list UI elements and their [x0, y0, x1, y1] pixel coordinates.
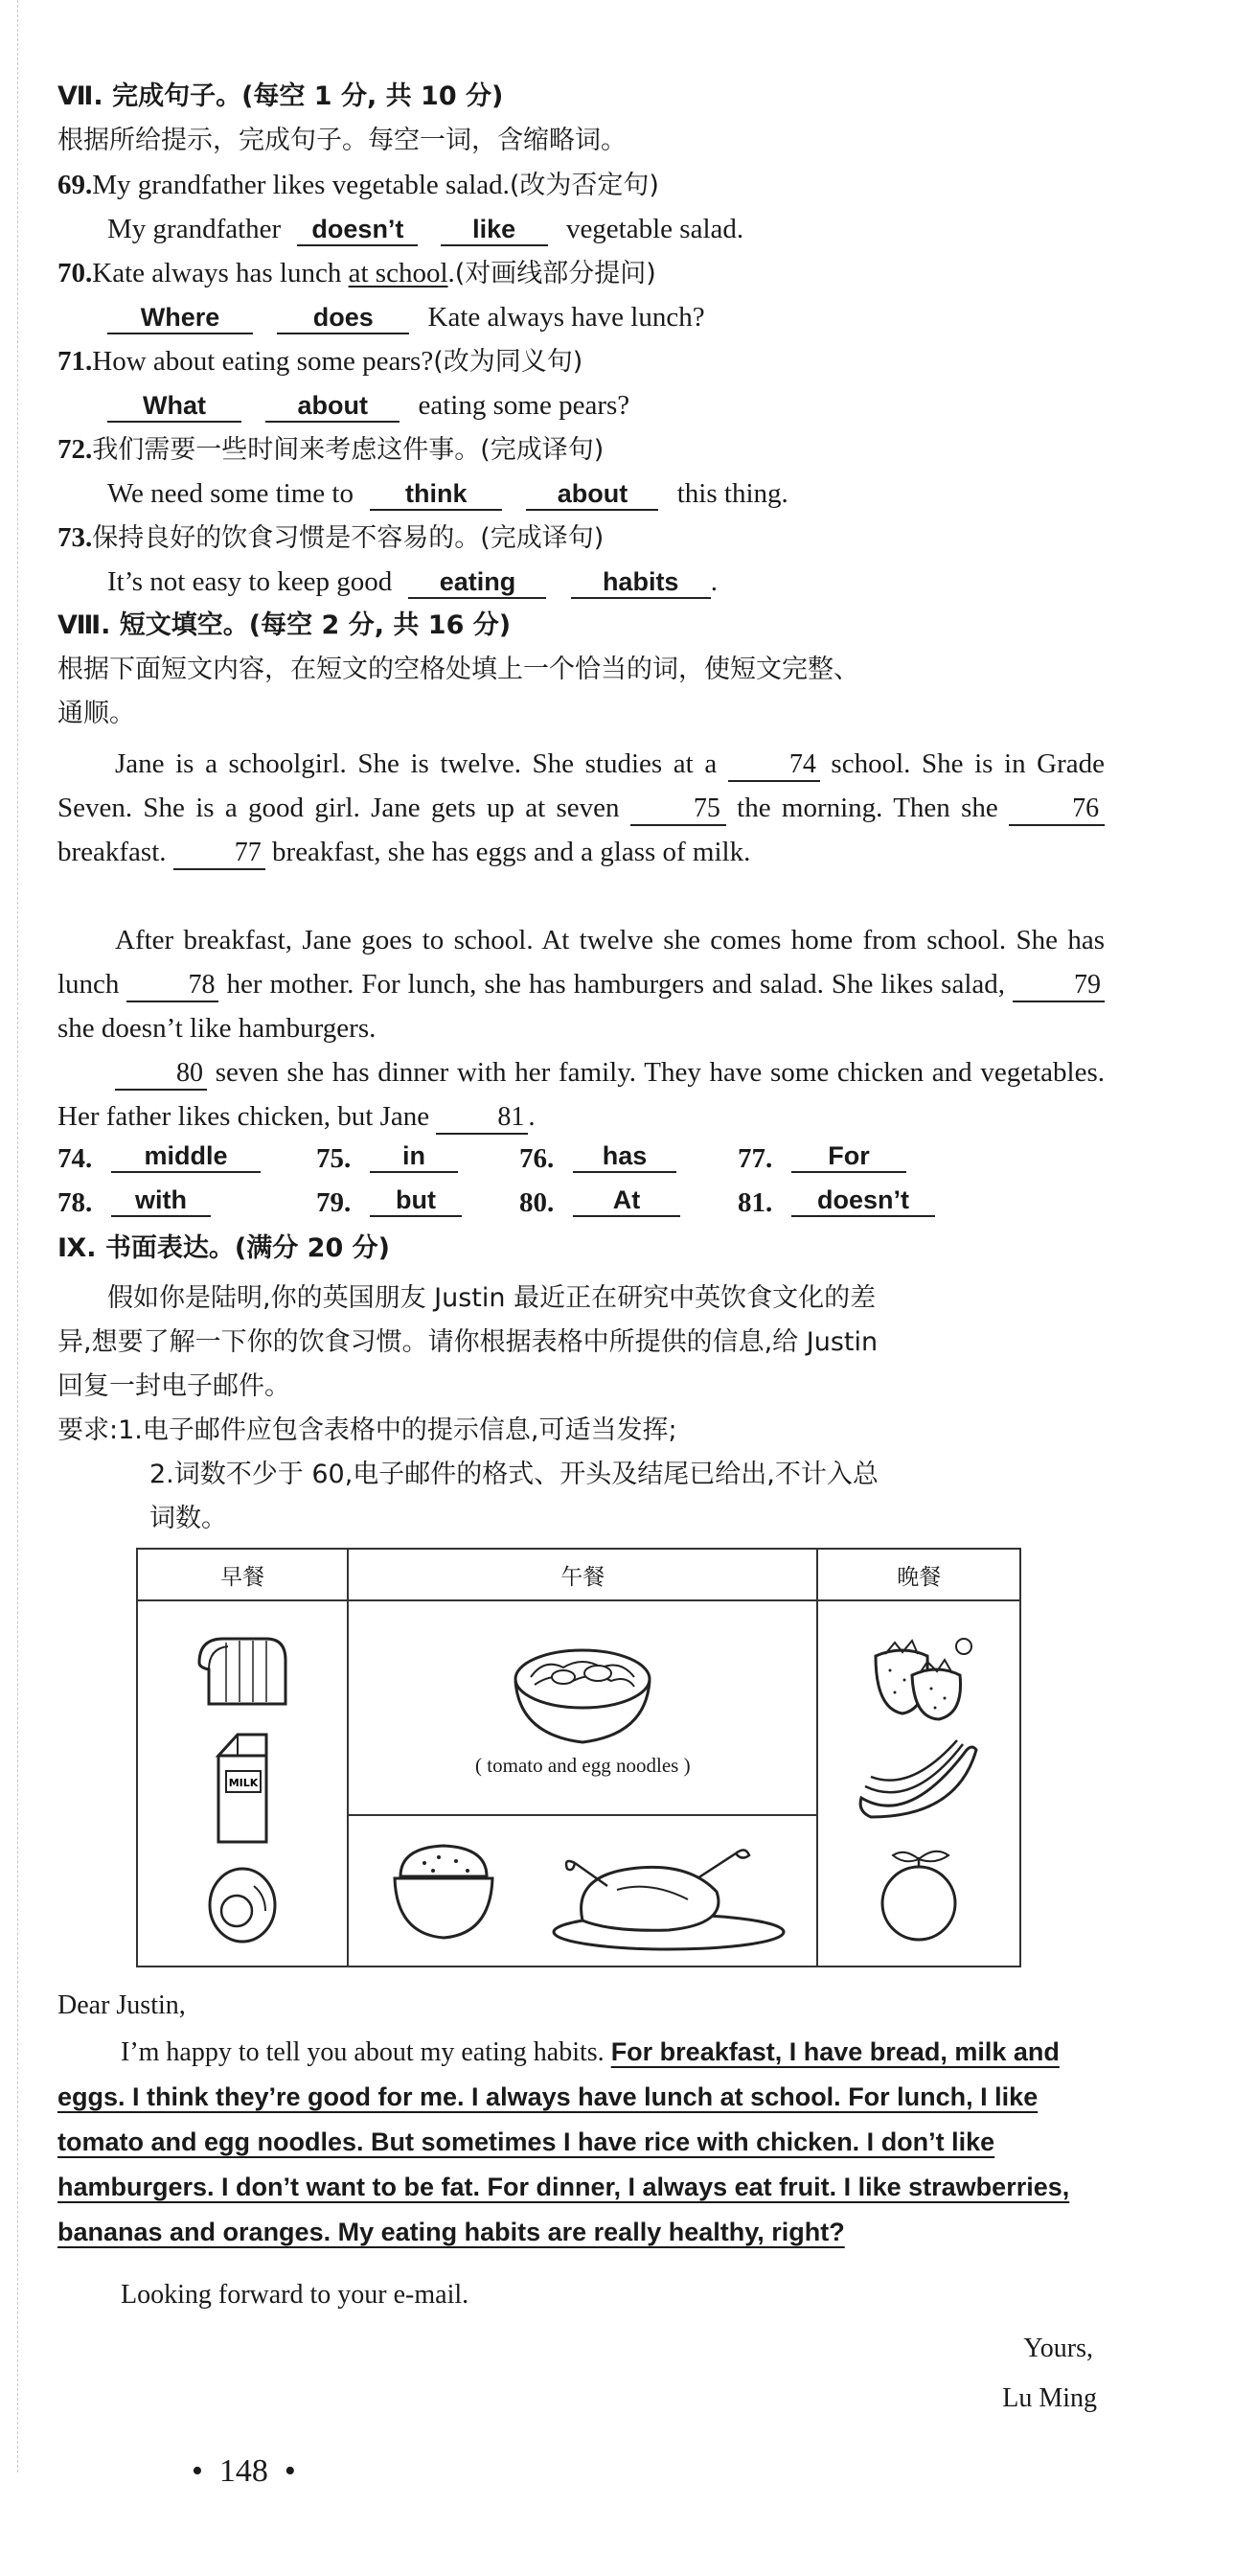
lunch-header: 午餐 [348, 1549, 817, 1600]
answer-blank: about [526, 478, 658, 511]
question-72: 72.我们需要一些时间来考虑这件事。(完成译句) [57, 434, 605, 465]
passage-blank-74: 74 [728, 749, 820, 782]
answer-78: with [111, 1184, 211, 1217]
writing-requirement-2: 2.词数不少于 60,电子邮件的格式、开头及结尾已给出,不计入总 [149, 1460, 879, 1489]
rice-and-chicken-icon [372, 1828, 793, 1953]
answer-73: It’s not easy to keep good eating habits . [107, 566, 718, 597]
page-number: • 148 • [192, 2453, 296, 2489]
passage-blank-76: 76 [1009, 794, 1105, 826]
passage-blank-78: 78 [126, 970, 218, 1002]
model-answer: For breakfast, I have bread, milk and eggs. I think they’re good for me. I always have lunch at school. For lunch, I like tomato and egg noodles. But sometimes I have rice with chicken. I don’t like hamburgers. I don’t want to be fat. For dinner, I always eat fruit. I like strawberries, bananas and oranges. My eating habits are really healthy, right? [57, 2037, 1070, 2246]
meal-table [136, 1548, 1021, 1967]
passage-blank-77: 77 [173, 838, 265, 870]
answer-blank: like [441, 214, 548, 246]
passage-blank-81: 81 [436, 1102, 528, 1135]
noodles-cell [348, 1600, 817, 1815]
noodle-bowl-icon [506, 1639, 659, 1754]
answer-77: For [791, 1140, 906, 1173]
answer-69: My grandfather doesn’t like vegetable salad. [107, 214, 744, 244]
letter-signature: Lu Ming [1002, 2383, 1097, 2413]
answer-80: At [573, 1184, 680, 1217]
answer-81: doesn’t [791, 1184, 935, 1217]
answer-75: in [370, 1140, 458, 1173]
noodles-caption: ( tomato and egg noodles ) [475, 1753, 691, 1777]
answer-blank: doesn’t [297, 214, 418, 246]
banana-icon [852, 1731, 986, 1836]
question-71: 71.How about eating some pears?(改为同义句) [57, 346, 583, 377]
letter-body: I’m happy to tell you about my eating habits. For breakfast, I have bread, milk and eggs. I think they’re good for me. I always have lunch at school. For lunch, I like tomato and egg noodles. But sometimes I have rice with chicken. I don’t like hamburgers. I don’t want to be fat. For dinner, I always eat fruit. I like strawberries, bananas and oranges. My eating habits are really healthy, right? [57, 2037, 1070, 2246]
milk-label: MILK [228, 1777, 259, 1789]
margin-guide [17, 0, 18, 2472]
answer-blank: habits [571, 566, 711, 599]
passage-blank-75: 75 [630, 794, 726, 826]
section-8-instructions-cont: 通顺。 [57, 699, 135, 728]
answer-79: but [370, 1184, 462, 1217]
writing-requirement-1: 要求:1.电子邮件应包含表格中的提示信息,可适当发挥; [57, 1415, 677, 1445]
passage-blank-80: 80 [115, 1058, 207, 1091]
orange-icon [866, 1844, 971, 1949]
breakfast-cell [137, 1600, 348, 1966]
section-7-title: Ⅶ. 完成句子。(每空 1 分, 共 10 分) [57, 81, 504, 111]
section-8-title: Ⅷ. 短文填空。(每空 2 分, 共 16 分) [57, 610, 512, 640]
passage-paragraph-3: 80 seven she has dinner with her family. They have some chicken and vegetables. Her father likes chicken, but Jane 81 . [57, 1050, 1105, 1138]
answer-blank: Where [107, 302, 253, 334]
answer-71: What about eating some pears? [107, 387, 1099, 424]
letter-closing: Looking forward to your e-mail. [121, 2280, 469, 2310]
bread-icon [190, 1620, 295, 1715]
milk-carton-icon [199, 1727, 285, 1852]
question-69: 69.My grandfather likes vegetable salad.(改为否定句) [57, 170, 659, 200]
answer-blank: eating [408, 566, 546, 599]
dinner-header: 晚餐 [817, 1549, 1020, 1600]
egg-icon [194, 1861, 290, 1947]
passage-blank-79: 79 [1013, 970, 1105, 1002]
section-7-instructions: 根据所给提示，完成句子。每空一词，含缩略词。 [57, 126, 627, 155]
letter-greeting: Dear Justin, [57, 1990, 186, 2020]
answer-blank: think [370, 478, 502, 511]
answer-70: Where does Kate always have lunch? [107, 299, 1099, 335]
answer-blank: does [277, 302, 409, 334]
answer-74: middle [111, 1140, 261, 1173]
section-9-title: Ⅸ. 书面表达。(满分 20 分) [57, 1233, 390, 1263]
answer-blank: about [265, 390, 400, 423]
question-number: 69. [57, 170, 93, 200]
writing-intro-3: 回复一封电子邮件。 [57, 1371, 290, 1401]
section-8-instructions: 根据下面短文内容，在短文的空格处填上一个恰当的词，使短文完整、 [57, 655, 859, 684]
strawberry-icon [856, 1618, 981, 1723]
writing-intro-2: 异,想要了解一下你的饮食习惯。请你根据表格中所提供的信息,给 Justin [57, 1327, 879, 1357]
dinner-cell [817, 1600, 1020, 1966]
letter-yours: Yours, [1023, 2334, 1093, 2363]
answer-76: has [573, 1140, 676, 1173]
passage-paragraph-2: After breakfast, Jane goes to school. At twelve she comes home from school. She has lunch 78 her mother. For lunch, she has hamburgers and salad. She likes salad, 79 she doesn’t like hamburgers. [57, 925, 1105, 1044]
writing-requirement-3: 词数。 [149, 1504, 227, 1533]
question-70: 70.Kate always has lunch at school.(对画线部分提问) [57, 258, 656, 288]
rice-chicken-cell [348, 1815, 817, 1966]
answer-blank: What [107, 390, 241, 423]
breakfast-header: 早餐 [137, 1549, 348, 1600]
question-73: 73.保持良好的饮食习惯是不容易的。(完成译句) [57, 522, 605, 553]
writing-intro-1: 假如你是陆明,你的英国朋友 Justin 最近正在研究中英饮食文化的差 [107, 1283, 877, 1313]
answer-72: We need some time to think about this thing. [107, 478, 788, 509]
passage-paragraph-1: Jane is a schoolgirl. She is twelve. She studies at a 74 school. She is in Grade Seven. She is a good girl. Jane gets up at seven 75 the morning. Then she 76 breakfast. 77 breakfast, she has eggs and a glass of milk. [57, 742, 1105, 874]
